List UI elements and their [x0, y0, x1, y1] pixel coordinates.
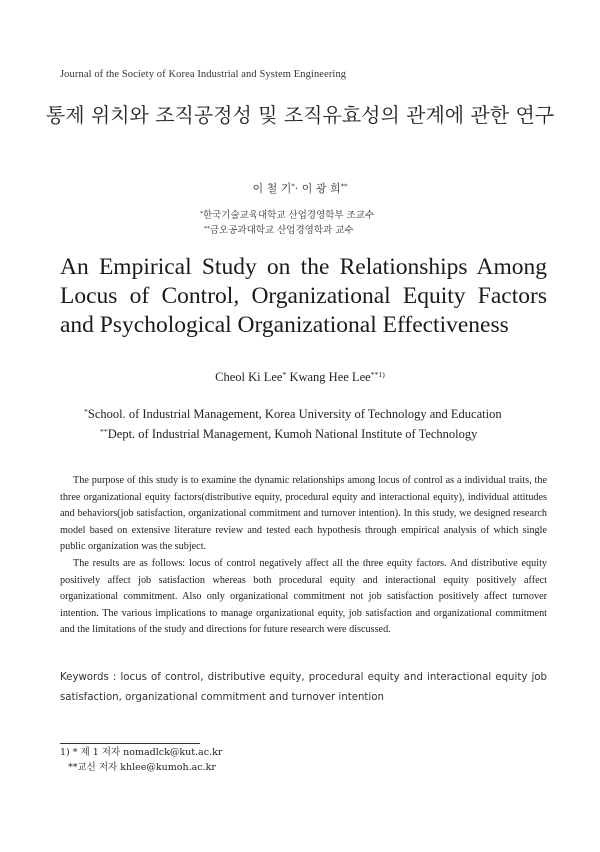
abstract-paragraph-2: The results are as follows: locus of control negatively affect all the three equity factors. And distributive equity positively affect job satisfaction whereas both procedural equity and interactional equity positively affect organizational commitment. Also only organizational commitment not job satisfaction positively affect turnover intention. The various implications to manage organizational equity, job satisfaction and organizational commitment and the limitations of the study and directions for future research were discussed. — [60, 557, 547, 636]
english-affiliation-2-text: Dept. of Industrial Management, Kumoh National Institute of Technology — [107, 427, 478, 441]
korean-affiliation-1 — [200, 208, 460, 223]
footnote-1: 1) * 제 1 저자 nomadlck@kut.ac.kr — [60, 747, 223, 758]
english-author-1: Cheol Ki Lee — [215, 370, 283, 384]
korean-authors — [0, 180, 600, 196]
english-author-2-mark: **1) — [370, 369, 385, 379]
english-title: An Empirical Study on the Relationships Among Locus of Control, Organizational Equity Factors and Psychological Organizational Effectiveness — [60, 254, 547, 338]
english-authors — [0, 370, 600, 385]
english-affiliation-1 — [80, 404, 540, 424]
author-separator: · — [294, 182, 302, 195]
affiliation-1-mark: * — [200, 210, 203, 217]
korean-author-1: 이 철 기 — [252, 182, 292, 195]
footnote-2: **교신 저자 khlee@kumoh.ac.kr — [68, 762, 216, 773]
journal-name: Journal of the Society of Korea Industrial and System Engineering — [60, 69, 347, 80]
keywords: Keywords : locus of control, distributive equity, procedural equity and interactional equity job satisfaction, organizational commitment and turnover intention — [60, 672, 547, 703]
footnotes — [60, 745, 222, 775]
affiliation-2-text: 금오공과대학교 산업경영학과 교수 — [209, 225, 354, 236]
author-2-mark: ** — [340, 182, 348, 191]
english-affiliation-2-mark: ** — [100, 426, 108, 436]
korean-affiliation-2 — [200, 223, 460, 238]
author-1-mark: * — [291, 182, 295, 191]
korean-affiliations — [200, 208, 460, 238]
english-affiliation-1-text: School. of Industrial Management, Korea University of Technology and Education — [87, 407, 502, 421]
footnote-divider — [60, 743, 200, 744]
english-affiliations — [80, 404, 540, 444]
affiliation-2-mark: ** — [204, 225, 210, 232]
abstract-paragraph-1: The purpose of this study is to examine the dynamic relationships among locus of control as a individual traits, the three organizational equity factors(distributive equity, procedural equity and interactional equity), individual attitudes and behaviors(job satisfaction, organizational commitment and turnover intention). In this study, we designed research model based on extensive literature review and tested each hypothesis through empirical analysis of which single public organization was the subject. — [60, 475, 547, 553]
affiliation-1-text: 한국기술교육대학교 산업경영학부 조교수 — [202, 210, 375, 221]
korean-author-2: 이 광 희 — [301, 182, 341, 195]
english-affiliation-1-mark: * — [84, 406, 88, 416]
english-author-2: Kwang Hee Lee — [289, 370, 371, 384]
english-affiliation-2 — [80, 424, 540, 444]
english-author-1-mark: * — [282, 369, 287, 379]
korean-title: 통제 위치와 조직공정성 및 조직유효성의 관계에 관한 연구 — [45, 103, 555, 127]
abstract — [60, 473, 547, 639]
